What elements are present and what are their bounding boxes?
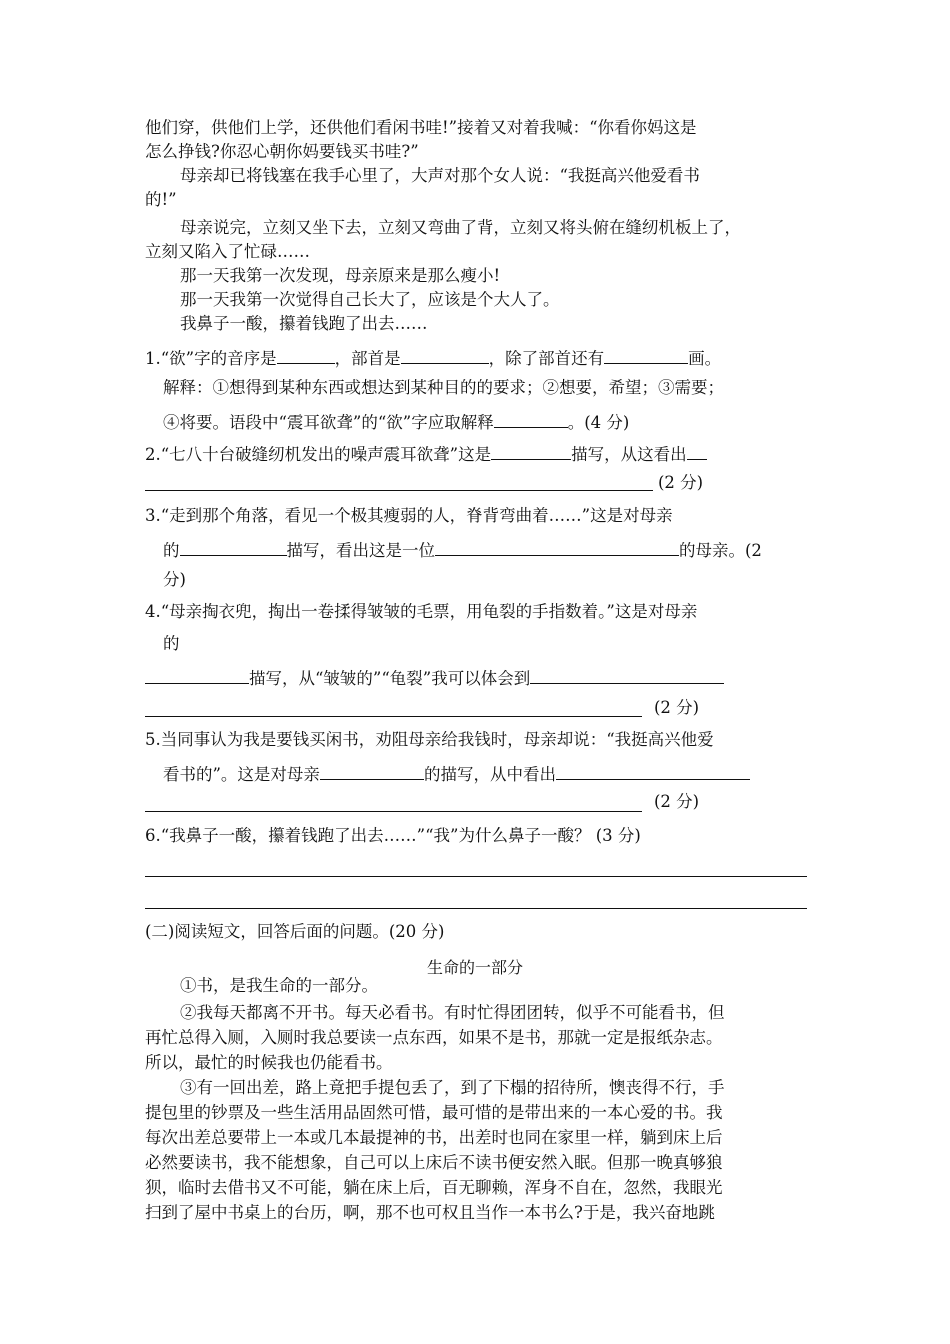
answer-line[interactable] [145,811,642,812]
paragraph-line: 所以，最忙的时候我也仍能看书。 [145,1053,393,1072]
paragraph-line: ③有一回出差，路上竟把手提包丢了，到了下榻的招待所，懊丧得不行，手 [180,1078,725,1097]
paragraph-line: 狈，临时去借书又不可能，躺在床上后，百无聊赖，浑身不自在，忽然，我眼光 [145,1178,723,1197]
question-1 [145,346,721,369]
question-text: 看书的”。这是对母亲 [163,765,320,784]
question-score: (2 分) [654,792,700,811]
question-text: 1.“欲”字的音序是 [145,349,277,368]
answer-blank[interactable] [494,410,568,428]
passage-line: 我鼻子一酸，攥着钱跑了出去…… [180,314,428,333]
question-text: 描写，从这看出 [571,445,687,464]
question-3: 3.“走到那个角落，看见一个极其瘦弱的人，脊背弯曲着……”这是对母亲 [145,506,673,525]
question-text: ④将要。语段中“震耳欲聋”的“欲”字应取解释 [163,413,494,432]
answer-line[interactable] [145,876,807,877]
question-text: 画。 [688,349,722,368]
article-title: 生命的一部分 [426,958,523,977]
answer-blank[interactable] [530,666,724,684]
paragraph-line: 扫到了屋中书桌上的台历，啊，那不也可权且当作一本书么?于是，我兴奋地跳 [145,1203,715,1222]
paragraph-line: 提包里的钞票及一些生活用品固然可惜，最可惜的是带出来的一本心爱的书。我 [145,1103,723,1122]
passage-line: 那一天我第一次发现，母亲原来是那么瘦小! [180,266,501,285]
paragraph-line: ①书，是我生命的一部分。 [180,976,378,995]
answer-blank[interactable] [604,346,688,364]
paragraph-line: 必然要读书，我不能想象，自己可以上床后不读书便安然入眠。但那一晚真够狼 [145,1153,723,1172]
answer-blank[interactable] [491,442,571,460]
answer-blank[interactable] [687,442,707,460]
paragraph-line: 每次出差总要带上一本或几本最提神的书，出差时也同在家里一样，躺到床上后 [145,1128,723,1147]
answer-blank[interactable] [320,762,424,780]
question-4: 4.“母亲掏衣兜，掏出一卷揉得皱皱的毛票，用龟裂的手指数着。”这是对母亲 [145,602,698,621]
paragraph-line: ②我每天都离不开书。每天必看书。有时忙得团团转，似乎不可能看书，但 [180,1003,725,1022]
passage-line: 母亲说完，立刻又坐下去，立刻又弯曲了背，立刻又将头俯在缝纫机板上了， [180,218,741,237]
question-4-line2: 的 [163,634,180,653]
question-1-definitions: 解释：①想得到某种东西或想达到某种目的的要求；②想要，希望；③需要； [163,378,724,397]
question-2 [145,442,707,465]
answer-line[interactable] [145,716,642,717]
question-1-line3 [163,410,629,433]
question-text: 的母亲。(2 [679,541,762,560]
answer-blank[interactable] [556,762,750,780]
question-4-line3 [145,666,724,689]
question-text: 的描写，从中看出 [423,765,556,784]
question-text: ，除了部首还有 [488,349,605,368]
answer-blank[interactable] [180,538,287,556]
answer-blank[interactable] [145,666,249,684]
question-3-line3: 分) [163,570,186,589]
question-score: 。(4 分) [567,413,630,432]
question-6: 6.“我鼻子一酸，攥着钱跑了出去……”“我”为什么鼻子一酸？ (3 分) [145,826,641,845]
passage-line: 那一天我第一次觉得自己长大了，应该是个大人了。 [180,290,560,309]
question-text: 的 [163,541,180,560]
passage-line: 的!” [145,190,177,209]
passage-line: 他们穿，供他们上学，还供他们看闲书哇!”接着又对着我喊：“你看你妈这是 [145,118,697,137]
paragraph-line: 再忙总得入厕，入厕时我总要读一点东西，如果不是书，那就一定是报纸杂志。 [145,1028,723,1047]
answer-blank[interactable] [277,346,335,364]
question-text: 描写，看出这是一位 [286,541,435,560]
question-score: (2 分) [658,473,704,492]
answer-line[interactable] [145,490,653,491]
question-5: 5.当同事认为我是要钱买闲书，劝阻母亲给我钱时，母亲却说：“我挺高兴他爱 [145,730,714,749]
section-heading: (二)阅读短文，回答后面的问题。(20 分) [145,922,445,941]
question-score: (2 分) [654,698,700,717]
question-text: 2.“七八十台破缝纫机发出的噪声震耳欲聋”这是 [145,445,492,464]
question-text: ，部首是 [334,349,401,368]
question-3-line2 [163,538,762,561]
answer-blank[interactable] [401,346,489,364]
answer-blank[interactable] [435,538,679,556]
answer-line[interactable] [145,908,807,909]
passage-line: 母亲却已将钱塞在我手心里了，大声对那个女人说：“我挺高兴他爱看书 [180,166,700,185]
passage-line: 怎么挣钱?你忍心朝你妈要钱买书哇?” [145,142,419,161]
question-5-line2 [163,762,750,785]
passage-line: 立刻又陷入了忙碌…… [145,242,310,261]
question-text: 描写，从“皱皱的”“龟裂”我可以体会到 [249,669,531,688]
